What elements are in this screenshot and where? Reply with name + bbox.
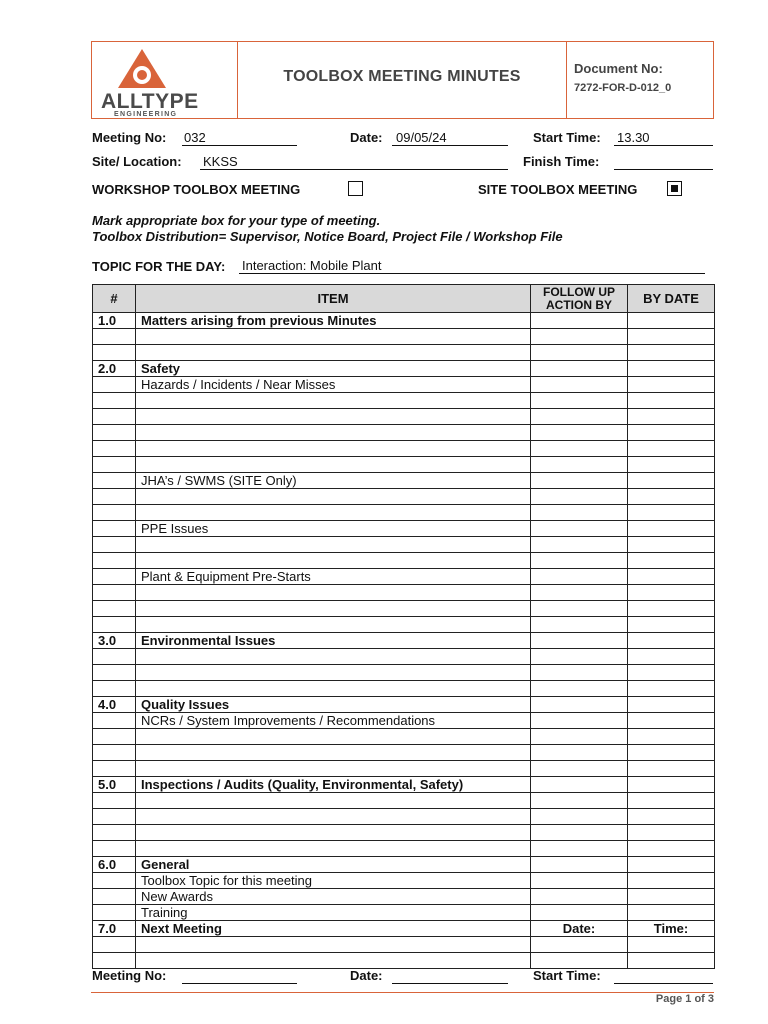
start-time-label: Start Time: <box>533 130 601 145</box>
row-number: 7.0 <box>93 921 136 937</box>
row-item[interactable] <box>136 457 531 473</box>
date-field[interactable]: 09/05/24 <box>396 130 447 145</box>
row-by-date[interactable] <box>628 409 715 425</box>
row-by-date[interactable] <box>628 937 715 953</box>
row-by-date[interactable] <box>628 729 715 745</box>
table-row <box>93 425 715 441</box>
row-item[interactable] <box>136 329 531 345</box>
row-item[interactable] <box>136 585 531 601</box>
table-row <box>93 569 715 585</box>
table-row <box>93 473 715 489</box>
row-item[interactable]: PPE Issues <box>136 521 531 537</box>
table-row <box>93 409 715 425</box>
row-item[interactable] <box>136 793 531 809</box>
row-item[interactable]: General <box>136 857 531 873</box>
row-by-date[interactable] <box>628 777 715 793</box>
checkbox-checked-mark <box>671 185 678 192</box>
table-row <box>93 457 715 473</box>
row-by-date[interactable] <box>628 761 715 777</box>
row-by-date[interactable] <box>628 857 715 873</box>
row-follow-up[interactable] <box>531 569 628 585</box>
logo-text: ALLTYPE <box>101 90 199 113</box>
row-follow-up[interactable] <box>531 457 628 473</box>
row-follow-up[interactable] <box>531 809 628 825</box>
footer-start-time-label: Start Time: <box>533 968 601 983</box>
table-row <box>93 809 715 825</box>
row-item[interactable] <box>136 409 531 425</box>
row-follow-up[interactable] <box>531 649 628 665</box>
row-by-date[interactable] <box>628 905 715 921</box>
row-by-date[interactable] <box>628 745 715 761</box>
row-number <box>93 761 136 777</box>
row-item[interactable]: Plant & Equipment Pre-Starts <box>136 569 531 585</box>
row-item[interactable]: Toolbox Topic for this meeting <box>136 873 531 889</box>
table-row <box>93 313 715 329</box>
table-row <box>93 729 715 745</box>
row-follow-up[interactable] <box>531 537 628 553</box>
site-meeting-label: SITE TOOLBOX MEETING <box>478 182 638 197</box>
row-by-date[interactable] <box>628 489 715 505</box>
row-number <box>93 825 136 841</box>
row-item[interactable] <box>136 393 531 409</box>
table-row <box>93 761 715 777</box>
meeting-no-label: Meeting No: <box>92 130 167 145</box>
row-follow-up[interactable] <box>531 681 628 697</box>
row-by-date[interactable] <box>628 553 715 569</box>
table-row <box>93 889 715 905</box>
row-item[interactable] <box>136 681 531 697</box>
row-item[interactable] <box>136 537 531 553</box>
row-by-date[interactable]: Time: <box>628 921 715 937</box>
row-follow-up[interactable] <box>531 329 628 345</box>
row-follow-up[interactable] <box>531 617 628 633</box>
row-by-date[interactable] <box>628 713 715 729</box>
table-row <box>93 777 715 793</box>
row-number: 1.0 <box>93 313 136 329</box>
row-follow-up[interactable] <box>531 489 628 505</box>
row-item[interactable]: New Awards <box>136 889 531 905</box>
table-row <box>93 633 715 649</box>
table-row <box>93 793 715 809</box>
row-number <box>93 665 136 681</box>
row-item[interactable]: Next Meeting <box>136 921 531 937</box>
row-by-date[interactable] <box>628 601 715 617</box>
row-item[interactable]: Matters arising from previous Minutes <box>136 313 531 329</box>
row-number <box>93 889 136 905</box>
table-row <box>93 937 715 953</box>
table-row <box>93 873 715 889</box>
table-row <box>93 617 715 633</box>
row-by-date[interactable] <box>628 697 715 713</box>
table-row <box>93 649 715 665</box>
site-location-field[interactable]: KKSS <box>203 154 238 169</box>
row-by-date[interactable] <box>628 953 715 969</box>
table-row <box>93 681 715 697</box>
table-row <box>93 841 715 857</box>
row-number <box>93 457 136 473</box>
row-follow-up[interactable] <box>531 937 628 953</box>
finish-time-label: Finish Time: <box>523 154 600 169</box>
table-row <box>93 601 715 617</box>
row-item[interactable]: Safety <box>136 361 531 377</box>
row-item[interactable] <box>136 809 531 825</box>
row-follow-up[interactable] <box>531 505 628 521</box>
row-number <box>93 569 136 585</box>
row-follow-up[interactable] <box>531 841 628 857</box>
row-follow-up[interactable] <box>531 761 628 777</box>
row-by-date[interactable] <box>628 793 715 809</box>
row-by-date[interactable] <box>628 377 715 393</box>
table-row <box>93 713 715 729</box>
column-header-num: # <box>93 285 136 313</box>
row-item[interactable]: NCRs / System Improvements / Recommendations <box>136 713 531 729</box>
topic-label: TOPIC FOR THE DAY: <box>92 259 226 274</box>
footer-date-label: Date: <box>350 968 383 983</box>
row-item[interactable] <box>136 745 531 761</box>
row-follow-up[interactable] <box>531 713 628 729</box>
row-number <box>93 425 136 441</box>
row-by-date[interactable] <box>628 361 715 377</box>
table-row <box>93 329 715 345</box>
row-by-date[interactable] <box>628 505 715 521</box>
row-number <box>93 681 136 697</box>
table-row <box>93 505 715 521</box>
row-follow-up[interactable] <box>531 905 628 921</box>
table-row <box>93 921 715 937</box>
row-number <box>93 409 136 425</box>
row-by-date[interactable] <box>628 617 715 633</box>
table-row <box>93 745 715 761</box>
column-header-follow-up: FOLLOW UP ACTION BY <box>531 285 628 313</box>
row-number <box>93 345 136 361</box>
row-by-date[interactable] <box>628 521 715 537</box>
row-by-date[interactable] <box>628 457 715 473</box>
row-number <box>93 553 136 569</box>
row-number <box>93 585 136 601</box>
row-by-date[interactable] <box>628 585 715 601</box>
row-number <box>93 617 136 633</box>
row-item[interactable]: JHA’s / SWMS (SITE Only) <box>136 473 531 489</box>
row-number <box>93 953 136 969</box>
document-header <box>91 41 714 119</box>
row-number <box>93 905 136 921</box>
table-row <box>93 953 715 969</box>
row-follow-up[interactable] <box>531 873 628 889</box>
table-row <box>93 377 715 393</box>
footer-divider <box>91 992 714 993</box>
row-by-date[interactable] <box>628 441 715 457</box>
row-follow-up[interactable] <box>531 473 628 489</box>
row-follow-up[interactable] <box>531 793 628 809</box>
row-follow-up[interactable] <box>531 953 628 969</box>
instruction-line-2: Toolbox Distribution= Supervisor, Notice Board, Project File / Workshop File <box>92 229 563 244</box>
row-item[interactable] <box>136 553 531 569</box>
row-follow-up[interactable] <box>531 361 628 377</box>
row-number <box>93 713 136 729</box>
row-number <box>93 649 136 665</box>
row-follow-up[interactable] <box>531 665 628 681</box>
row-number <box>93 937 136 953</box>
row-item[interactable] <box>136 489 531 505</box>
row-by-date[interactable] <box>628 473 715 489</box>
row-follow-up[interactable] <box>531 825 628 841</box>
row-number <box>93 329 136 345</box>
table-row <box>93 361 715 377</box>
row-number <box>93 745 136 761</box>
table-row <box>93 825 715 841</box>
row-follow-up[interactable] <box>531 425 628 441</box>
table-row <box>93 905 715 921</box>
row-by-date[interactable] <box>628 313 715 329</box>
row-number <box>93 521 136 537</box>
row-follow-up[interactable] <box>531 441 628 457</box>
page-number: Page 1 of 3 <box>655 993 714 1005</box>
table-row <box>93 393 715 409</box>
table-row <box>93 665 715 681</box>
row-by-date[interactable] <box>628 873 715 889</box>
row-item[interactable] <box>136 649 531 665</box>
column-header-by-date: BY DATE <box>628 285 715 313</box>
row-number: 5.0 <box>93 777 136 793</box>
row-item[interactable] <box>136 345 531 361</box>
row-item[interactable]: Environmental Issues <box>136 633 531 649</box>
row-by-date[interactable] <box>628 329 715 345</box>
row-item[interactable] <box>136 601 531 617</box>
table-row <box>93 441 715 457</box>
row-number <box>93 393 136 409</box>
workshop-meeting-label: WORKSHOP TOOLBOX MEETING <box>92 182 301 197</box>
site-meeting-checkbox[interactable] <box>667 181 682 196</box>
row-follow-up[interactable] <box>531 777 628 793</box>
row-number: 2.0 <box>93 361 136 377</box>
row-by-date[interactable] <box>628 825 715 841</box>
row-number <box>93 873 136 889</box>
row-item[interactable]: Training <box>136 905 531 921</box>
row-number <box>93 841 136 857</box>
row-follow-up[interactable] <box>531 393 628 409</box>
company-logo <box>98 47 234 118</box>
table-row <box>93 521 715 537</box>
column-header-item: ITEM <box>136 285 531 313</box>
document-no-value: 7272-FOR-D-012_0 <box>574 82 672 94</box>
table-row <box>93 553 715 569</box>
start-time-field[interactable]: 13.30 <box>617 130 650 145</box>
workshop-meeting-checkbox[interactable] <box>348 181 363 196</box>
row-follow-up[interactable] <box>531 553 628 569</box>
row-number <box>93 473 136 489</box>
site-location-label: Site/ Location: <box>92 154 182 169</box>
row-follow-up[interactable] <box>531 729 628 745</box>
row-item[interactable] <box>136 441 531 457</box>
row-number <box>93 489 136 505</box>
row-by-date[interactable] <box>628 569 715 585</box>
row-number: 6.0 <box>93 857 136 873</box>
document-no-label: Document No: <box>574 61 663 76</box>
table-row <box>93 489 715 505</box>
row-number <box>93 505 136 521</box>
row-follow-up[interactable] <box>531 345 628 361</box>
row-follow-up[interactable] <box>531 889 628 905</box>
row-follow-up[interactable] <box>531 697 628 713</box>
topic-field[interactable]: Interaction: Mobile Plant <box>242 258 382 273</box>
row-by-date[interactable] <box>628 841 715 857</box>
meeting-no-field[interactable]: 032 <box>184 130 206 145</box>
table-row <box>93 857 715 873</box>
logo-subtext: ENGINEERING <box>114 111 178 118</box>
table-row <box>93 585 715 601</box>
row-follow-up[interactable] <box>531 857 628 873</box>
row-item[interactable]: Quality Issues <box>136 697 531 713</box>
date-label: Date: <box>350 130 383 145</box>
row-item[interactable] <box>136 729 531 745</box>
row-follow-up[interactable]: Date: <box>531 921 628 937</box>
row-number <box>93 441 136 457</box>
row-by-date[interactable] <box>628 393 715 409</box>
page-title: TOOLBOX MEETING MINUTES <box>283 68 521 85</box>
row-by-date[interactable] <box>628 345 715 361</box>
footer-meeting-no-label: Meeting No: <box>92 968 167 983</box>
row-item[interactable] <box>136 825 531 841</box>
row-item[interactable] <box>136 617 531 633</box>
row-item[interactable] <box>136 937 531 953</box>
instruction-line-1: Mark appropriate box for your type of meeting. <box>92 213 381 228</box>
row-item[interactable]: Inspections / Audits (Quality, Environmental, Safety) <box>136 777 531 793</box>
row-number <box>93 377 136 393</box>
row-number: 3.0 <box>93 633 136 649</box>
row-item[interactable] <box>136 841 531 857</box>
row-by-date[interactable] <box>628 537 715 553</box>
row-by-date[interactable] <box>628 665 715 681</box>
row-item[interactable] <box>136 425 531 441</box>
row-by-date[interactable] <box>628 425 715 441</box>
row-item[interactable]: Hazards / Incidents / Near Misses <box>136 377 531 393</box>
row-number <box>93 729 136 745</box>
minutes-table <box>92 284 715 969</box>
row-follow-up[interactable] <box>531 377 628 393</box>
row-by-date[interactable] <box>628 633 715 649</box>
row-by-date[interactable] <box>628 889 715 905</box>
row-follow-up[interactable] <box>531 633 628 649</box>
row-by-date[interactable] <box>628 681 715 697</box>
row-item[interactable] <box>136 665 531 681</box>
table-row <box>93 697 715 713</box>
row-number <box>93 809 136 825</box>
row-follow-up[interactable] <box>531 409 628 425</box>
row-follow-up[interactable] <box>531 601 628 617</box>
row-follow-up[interactable] <box>531 313 628 329</box>
row-number <box>93 793 136 809</box>
table-row <box>93 345 715 361</box>
row-item[interactable] <box>136 505 531 521</box>
row-number: 4.0 <box>93 697 136 713</box>
row-follow-up[interactable] <box>531 745 628 761</box>
row-follow-up[interactable] <box>531 521 628 537</box>
row-item[interactable] <box>136 761 531 777</box>
row-number <box>93 601 136 617</box>
row-item[interactable] <box>136 953 531 969</box>
row-by-date[interactable] <box>628 809 715 825</box>
row-number <box>93 537 136 553</box>
table-row <box>93 537 715 553</box>
row-follow-up[interactable] <box>531 585 628 601</box>
row-by-date[interactable] <box>628 649 715 665</box>
